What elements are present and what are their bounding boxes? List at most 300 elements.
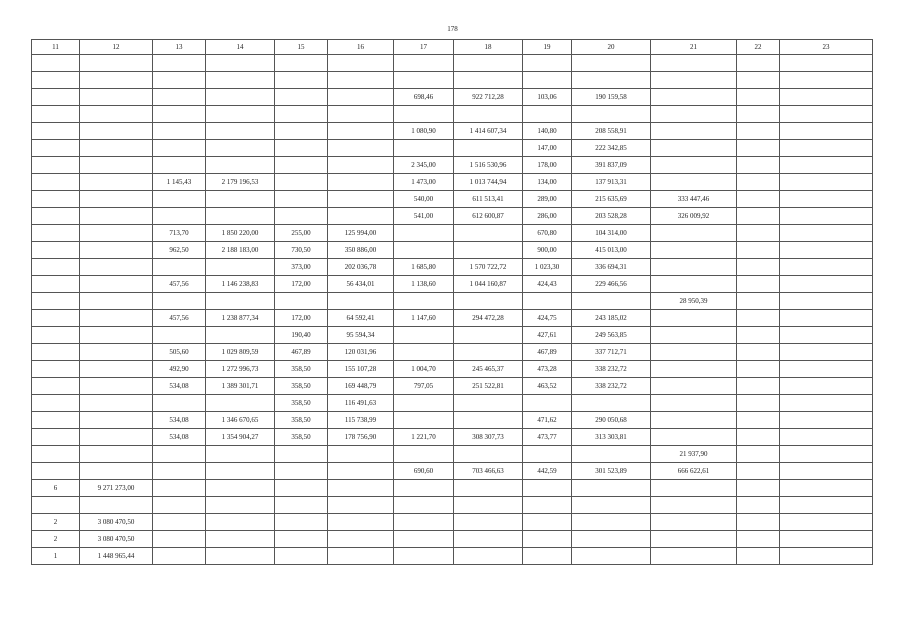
table-cell: 338 232,72 bbox=[572, 378, 651, 395]
table-cell: 534,08 bbox=[153, 429, 206, 446]
table-cell: 442,59 bbox=[523, 463, 572, 480]
column-header: 17 bbox=[394, 40, 454, 55]
table-cell: 505,60 bbox=[153, 344, 206, 361]
table-cell bbox=[206, 531, 275, 548]
table-cell: 169 448,79 bbox=[328, 378, 394, 395]
table-cell: 2 345,00 bbox=[394, 157, 454, 174]
table-cell bbox=[275, 174, 328, 191]
table-row bbox=[32, 514, 873, 531]
table-cell: 713,70 bbox=[153, 225, 206, 242]
table-cell: 540,00 bbox=[394, 191, 454, 208]
table-cell bbox=[206, 123, 275, 140]
table-cell bbox=[523, 395, 572, 412]
table-cell bbox=[737, 293, 780, 310]
table-cell bbox=[80, 412, 153, 429]
table-cell: 1 570 722,72 bbox=[454, 259, 523, 276]
table-cell bbox=[206, 191, 275, 208]
table-cell bbox=[80, 174, 153, 191]
table-cell bbox=[394, 446, 454, 463]
table-cell: 424,75 bbox=[523, 310, 572, 327]
table-cell: 350 886,00 bbox=[328, 242, 394, 259]
table-cell bbox=[737, 225, 780, 242]
table-cell: 457,56 bbox=[153, 310, 206, 327]
table-cell: 116 491,63 bbox=[328, 395, 394, 412]
table-cell: 391 837,09 bbox=[572, 157, 651, 174]
table-cell bbox=[572, 531, 651, 548]
column-header: 11 bbox=[32, 40, 80, 55]
table-cell: 797,05 bbox=[394, 378, 454, 395]
table-cell bbox=[80, 208, 153, 225]
table-cell: 541,00 bbox=[394, 208, 454, 225]
column-header: 23 bbox=[780, 40, 873, 55]
table-cell: 301 523,89 bbox=[572, 463, 651, 480]
table-cell bbox=[206, 140, 275, 157]
table-row bbox=[32, 378, 873, 395]
table-cell bbox=[780, 276, 873, 293]
table-cell bbox=[780, 242, 873, 259]
table-cell bbox=[206, 480, 275, 497]
table-cell bbox=[737, 208, 780, 225]
table-cell bbox=[737, 106, 780, 123]
table-cell bbox=[328, 548, 394, 565]
table-cell bbox=[153, 446, 206, 463]
table-cell bbox=[651, 89, 737, 106]
table-cell bbox=[651, 259, 737, 276]
table-cell: 612 600,87 bbox=[454, 208, 523, 225]
table-cell: 178 756,90 bbox=[328, 429, 394, 446]
table-cell: 172,00 bbox=[275, 310, 328, 327]
table-cell bbox=[153, 548, 206, 565]
table-cell: 471,62 bbox=[523, 412, 572, 429]
table-cell: 1 685,80 bbox=[394, 259, 454, 276]
table-cell: 415 013,00 bbox=[572, 242, 651, 259]
table-cell bbox=[275, 55, 328, 72]
table-cell: 245 465,37 bbox=[454, 361, 523, 378]
table-cell bbox=[651, 429, 737, 446]
table-cell bbox=[32, 361, 80, 378]
table-cell bbox=[523, 514, 572, 531]
table-cell bbox=[651, 497, 737, 514]
table-cell bbox=[394, 531, 454, 548]
table-cell bbox=[32, 259, 80, 276]
table-cell bbox=[80, 293, 153, 310]
table-cell: 1 013 744,94 bbox=[454, 174, 523, 191]
table-cell: 290 050,68 bbox=[572, 412, 651, 429]
table-cell bbox=[206, 463, 275, 480]
table-cell bbox=[737, 514, 780, 531]
column-header: 22 bbox=[737, 40, 780, 55]
table-cell: 457,56 bbox=[153, 276, 206, 293]
table-cell bbox=[206, 106, 275, 123]
table-cell bbox=[651, 276, 737, 293]
table-cell bbox=[780, 463, 873, 480]
table-cell bbox=[737, 429, 780, 446]
table-cell: 473,77 bbox=[523, 429, 572, 446]
table-cell bbox=[80, 259, 153, 276]
table-cell bbox=[328, 514, 394, 531]
table-cell bbox=[328, 89, 394, 106]
table-cell: 2 179 196,53 bbox=[206, 174, 275, 191]
table-cell bbox=[737, 310, 780, 327]
table-cell bbox=[206, 327, 275, 344]
table-cell: 698,46 bbox=[394, 89, 454, 106]
table-cell bbox=[651, 157, 737, 174]
table-cell bbox=[454, 446, 523, 463]
table-cell: 336 694,31 bbox=[572, 259, 651, 276]
table-cell bbox=[780, 89, 873, 106]
table-cell bbox=[275, 72, 328, 89]
table-cell bbox=[80, 140, 153, 157]
table-cell bbox=[32, 89, 80, 106]
table-cell bbox=[394, 395, 454, 412]
table-row bbox=[32, 497, 873, 514]
header-row bbox=[32, 40, 873, 55]
table-cell bbox=[394, 55, 454, 72]
table-cell: 358,50 bbox=[275, 412, 328, 429]
table-cell: 1 029 809,59 bbox=[206, 344, 275, 361]
table-cell bbox=[32, 429, 80, 446]
table-cell bbox=[328, 123, 394, 140]
table-cell bbox=[328, 293, 394, 310]
table-cell bbox=[651, 548, 737, 565]
table-row bbox=[32, 480, 873, 497]
table-cell bbox=[780, 72, 873, 89]
table-cell bbox=[153, 140, 206, 157]
table-cell bbox=[651, 327, 737, 344]
column-header: 13 bbox=[153, 40, 206, 55]
page-number: 178 bbox=[447, 25, 458, 33]
table-cell: 473,28 bbox=[523, 361, 572, 378]
table-cell bbox=[328, 174, 394, 191]
table-cell bbox=[32, 242, 80, 259]
table-cell: 229 466,56 bbox=[572, 276, 651, 293]
table-cell: 492,90 bbox=[153, 361, 206, 378]
table-row bbox=[32, 429, 873, 446]
table-cell: 104 314,00 bbox=[572, 225, 651, 242]
table-cell bbox=[153, 480, 206, 497]
table-cell: 1 238 877,34 bbox=[206, 310, 275, 327]
table-cell bbox=[651, 378, 737, 395]
table-cell bbox=[206, 293, 275, 310]
table-cell bbox=[32, 463, 80, 480]
table-cell: 115 738,99 bbox=[328, 412, 394, 429]
table-cell bbox=[651, 310, 737, 327]
table-row bbox=[32, 412, 873, 429]
table-cell bbox=[454, 514, 523, 531]
table-cell bbox=[651, 480, 737, 497]
table-cell: 3 080 470,50 bbox=[80, 531, 153, 548]
table-cell bbox=[394, 106, 454, 123]
table-cell bbox=[737, 89, 780, 106]
table-row bbox=[32, 225, 873, 242]
table-cell bbox=[780, 412, 873, 429]
table-cell bbox=[206, 514, 275, 531]
table-cell bbox=[32, 123, 80, 140]
table-cell: 249 563,85 bbox=[572, 327, 651, 344]
table-cell bbox=[153, 89, 206, 106]
table-cell: 534,08 bbox=[153, 378, 206, 395]
table-cell bbox=[275, 463, 328, 480]
table-cell bbox=[80, 361, 153, 378]
table-cell: 1 473,00 bbox=[394, 174, 454, 191]
table-cell bbox=[328, 72, 394, 89]
table-cell bbox=[523, 55, 572, 72]
table-cell bbox=[153, 514, 206, 531]
table-cell bbox=[454, 531, 523, 548]
table-cell bbox=[328, 531, 394, 548]
table-cell bbox=[206, 72, 275, 89]
table-cell: 358,50 bbox=[275, 395, 328, 412]
table-cell bbox=[523, 480, 572, 497]
table-cell bbox=[737, 497, 780, 514]
table-cell bbox=[572, 514, 651, 531]
table-cell bbox=[328, 497, 394, 514]
table-cell bbox=[328, 208, 394, 225]
table-row bbox=[32, 531, 873, 548]
table-cell: 147,00 bbox=[523, 140, 572, 157]
table-cell bbox=[275, 191, 328, 208]
table-cell bbox=[780, 140, 873, 157]
table-cell bbox=[80, 310, 153, 327]
table-cell: 140,80 bbox=[523, 123, 572, 140]
table-cell: 1 850 220,00 bbox=[206, 225, 275, 242]
table-cell: 251 522,81 bbox=[454, 378, 523, 395]
table-cell bbox=[737, 344, 780, 361]
table-cell bbox=[80, 191, 153, 208]
table-cell bbox=[454, 548, 523, 565]
table-cell bbox=[394, 548, 454, 565]
table-cell: 103,06 bbox=[523, 89, 572, 106]
table-cell bbox=[780, 531, 873, 548]
table-cell bbox=[454, 497, 523, 514]
table-cell bbox=[780, 55, 873, 72]
table-cell bbox=[780, 378, 873, 395]
table-cell bbox=[32, 412, 80, 429]
table-row bbox=[32, 157, 873, 174]
table-cell: 137 913,31 bbox=[572, 174, 651, 191]
table-cell bbox=[206, 497, 275, 514]
table-cell bbox=[153, 293, 206, 310]
table-cell bbox=[394, 344, 454, 361]
table-cell: 1 138,60 bbox=[394, 276, 454, 293]
table-cell bbox=[394, 72, 454, 89]
table-cell bbox=[32, 378, 80, 395]
table-cell bbox=[206, 208, 275, 225]
table-cell bbox=[651, 412, 737, 429]
table-cell bbox=[32, 446, 80, 463]
table-cell: 2 bbox=[32, 531, 80, 548]
table-cell bbox=[523, 446, 572, 463]
table-cell: 1 080,90 bbox=[394, 123, 454, 140]
table-cell bbox=[80, 429, 153, 446]
table-cell bbox=[206, 446, 275, 463]
table-cell: 56 434,01 bbox=[328, 276, 394, 293]
table-row bbox=[32, 548, 873, 565]
table-cell bbox=[206, 89, 275, 106]
table-cell: 28 950,39 bbox=[651, 293, 737, 310]
table-cell bbox=[32, 327, 80, 344]
table-cell bbox=[206, 55, 275, 72]
table-cell bbox=[275, 548, 328, 565]
table-cell bbox=[80, 395, 153, 412]
table-cell bbox=[275, 531, 328, 548]
table-cell bbox=[80, 446, 153, 463]
column-header: 19 bbox=[523, 40, 572, 55]
table-cell bbox=[780, 106, 873, 123]
table-row bbox=[32, 89, 873, 106]
table-cell bbox=[572, 480, 651, 497]
column-header: 15 bbox=[275, 40, 328, 55]
data-table bbox=[31, 39, 873, 565]
table-cell bbox=[80, 497, 153, 514]
table-cell bbox=[275, 208, 328, 225]
table-cell: 294 472,28 bbox=[454, 310, 523, 327]
table-cell bbox=[780, 361, 873, 378]
table-cell bbox=[206, 395, 275, 412]
table-cell bbox=[32, 276, 80, 293]
table-cell bbox=[737, 548, 780, 565]
table-cell: 690,60 bbox=[394, 463, 454, 480]
table-cell bbox=[153, 531, 206, 548]
table-cell bbox=[651, 72, 737, 89]
table-cell bbox=[153, 497, 206, 514]
table-cell: 255,00 bbox=[275, 225, 328, 242]
table-cell: 358,50 bbox=[275, 378, 328, 395]
table-cell bbox=[572, 446, 651, 463]
table-cell bbox=[32, 310, 80, 327]
table-cell: 611 513,41 bbox=[454, 191, 523, 208]
table-row bbox=[32, 123, 873, 140]
table-cell bbox=[454, 480, 523, 497]
table-cell bbox=[780, 548, 873, 565]
table-cell bbox=[394, 293, 454, 310]
table-cell bbox=[780, 310, 873, 327]
table-cell bbox=[275, 140, 328, 157]
table-cell: 900,00 bbox=[523, 242, 572, 259]
table-cell bbox=[651, 242, 737, 259]
table-cell bbox=[275, 514, 328, 531]
table-cell: 203 528,28 bbox=[572, 208, 651, 225]
table-cell bbox=[394, 480, 454, 497]
table-cell bbox=[394, 242, 454, 259]
table-cell bbox=[328, 463, 394, 480]
table-cell bbox=[80, 89, 153, 106]
table-cell bbox=[32, 55, 80, 72]
table-cell: 427,61 bbox=[523, 327, 572, 344]
table-cell bbox=[737, 276, 780, 293]
table-cell bbox=[572, 106, 651, 123]
table-cell: 6 bbox=[32, 480, 80, 497]
table-cell: 95 594,34 bbox=[328, 327, 394, 344]
table-cell bbox=[780, 259, 873, 276]
column-header: 12 bbox=[80, 40, 153, 55]
table-cell bbox=[651, 123, 737, 140]
table-cell bbox=[32, 395, 80, 412]
table-row bbox=[32, 106, 873, 123]
table-cell bbox=[328, 480, 394, 497]
table-cell bbox=[80, 463, 153, 480]
column-header: 21 bbox=[651, 40, 737, 55]
table-cell bbox=[737, 174, 780, 191]
table-row bbox=[32, 208, 873, 225]
table-cell bbox=[651, 344, 737, 361]
table-row bbox=[32, 293, 873, 310]
table-cell bbox=[737, 157, 780, 174]
table-cell bbox=[651, 55, 737, 72]
table-cell bbox=[572, 497, 651, 514]
column-header: 18 bbox=[454, 40, 523, 55]
table-cell bbox=[32, 72, 80, 89]
table-cell bbox=[328, 106, 394, 123]
table-cell: 243 185,02 bbox=[572, 310, 651, 327]
table-cell bbox=[780, 123, 873, 140]
table-cell bbox=[80, 72, 153, 89]
table-cell bbox=[651, 140, 737, 157]
table-cell bbox=[737, 395, 780, 412]
table-cell: 215 635,69 bbox=[572, 191, 651, 208]
table-cell bbox=[780, 225, 873, 242]
table-cell bbox=[80, 327, 153, 344]
table-cell: 1 516 530,96 bbox=[454, 157, 523, 174]
table-cell: 358,50 bbox=[275, 361, 328, 378]
table-cell: 373,00 bbox=[275, 259, 328, 276]
table-cell bbox=[394, 140, 454, 157]
table-cell: 670,80 bbox=[523, 225, 572, 242]
table-cell bbox=[80, 123, 153, 140]
table-cell: 134,00 bbox=[523, 174, 572, 191]
column-header: 16 bbox=[328, 40, 394, 55]
table-cell bbox=[737, 140, 780, 157]
table-cell bbox=[32, 191, 80, 208]
table-cell bbox=[153, 72, 206, 89]
table-cell bbox=[32, 157, 80, 174]
table-cell bbox=[153, 55, 206, 72]
table-cell bbox=[651, 106, 737, 123]
table-row bbox=[32, 344, 873, 361]
table-cell: 289,00 bbox=[523, 191, 572, 208]
table-cell bbox=[780, 157, 873, 174]
table-row bbox=[32, 310, 873, 327]
table-cell bbox=[651, 395, 737, 412]
table-cell bbox=[153, 123, 206, 140]
table-cell bbox=[275, 106, 328, 123]
table-cell: 190,40 bbox=[275, 327, 328, 344]
table-row bbox=[32, 174, 873, 191]
table-cell: 222 342,85 bbox=[572, 140, 651, 157]
table-cell: 313 303,81 bbox=[572, 429, 651, 446]
table-cell bbox=[737, 123, 780, 140]
table-cell: 2 188 183,00 bbox=[206, 242, 275, 259]
table-cell bbox=[153, 191, 206, 208]
table-cell bbox=[737, 55, 780, 72]
table-row bbox=[32, 242, 873, 259]
table-cell bbox=[454, 412, 523, 429]
table-cell bbox=[454, 55, 523, 72]
table-cell bbox=[780, 174, 873, 191]
table-cell: 9 271 273,00 bbox=[80, 480, 153, 497]
table-cell bbox=[454, 395, 523, 412]
table-cell bbox=[328, 157, 394, 174]
table-cell bbox=[153, 259, 206, 276]
table-cell: 326 009,92 bbox=[651, 208, 737, 225]
table-cell: 962,50 bbox=[153, 242, 206, 259]
table-cell: 338 232,72 bbox=[572, 361, 651, 378]
table-cell: 64 592,41 bbox=[328, 310, 394, 327]
table-cell: 155 107,28 bbox=[328, 361, 394, 378]
table-cell bbox=[651, 514, 737, 531]
table-cell bbox=[32, 174, 80, 191]
table-cell bbox=[153, 208, 206, 225]
